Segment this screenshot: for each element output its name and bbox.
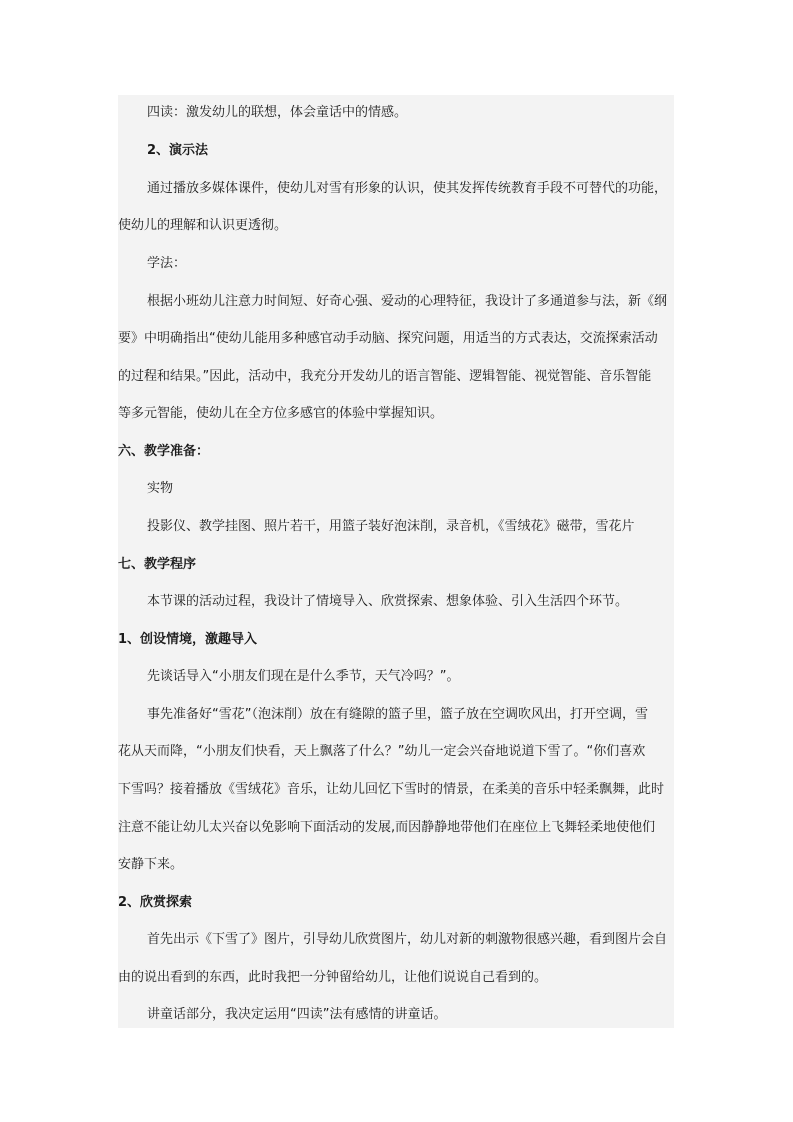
section-heading: 2、欣赏探索 [118, 895, 193, 910]
section-heading: 七、教学程序 [118, 557, 197, 572]
paragraph-line: 先谈话导入“小朋友们现在是什么季节，天气冷吗？”。 [147, 669, 460, 684]
paragraph-line: 实物 [147, 481, 174, 496]
paragraph-line: 要》中明确指出“使幼儿能用多种感官动手动脑、探究问题，用适当的方式表达，交流探索活动 [118, 331, 658, 346]
section-heading: 2、演示法 [147, 143, 209, 158]
section-heading: 1、创设情境，激趣导入 [118, 632, 258, 647]
paragraph-line: 讲童话部分，我决定运用“四读”法有感情的讲童话。 [147, 1007, 447, 1022]
paragraph-line: 根据小班幼儿注意力时间短、好奇心强、爱动的心理特征，我设计了多通道参与法，新《纲 [147, 294, 668, 309]
paragraph-line: 首先出示《下雪了》图片，引导幼儿欣赏图片，幼儿对新的刺激物很感兴趣，看到图片会自 [147, 932, 668, 947]
paragraph-line: 安静下来。 [118, 857, 184, 872]
paragraph-line: 学法： [147, 256, 187, 271]
paragraph-line: 由的说出看到的东西，此时我把一分钟留给幼儿，让他们说说自己看到的。 [118, 970, 548, 985]
paragraph-line: 投影仪、教学挂图、照片若干，用篮子装好泡沫削，录音机，《雪绒花》磁带，雪花片 [147, 519, 635, 534]
paragraph-line: 等多元智能，使幼儿在全方位多感官的体验中掌握知识。 [118, 406, 444, 421]
paragraph-line: 注意不能让幼儿太兴奋以免影响下面活动的发展,而因静静地带他们在座位上飞舞轻柔地使他们 [118, 820, 656, 835]
section-heading: 六、教学准备： [118, 444, 210, 459]
paragraph-line: 四读：激发幼儿的联想，体会童话中的情感。 [147, 105, 408, 120]
paragraph-line: 本节课的活动过程，我设计了情境导入、欣赏探索、想象体验、引入生活四个环节。 [147, 594, 629, 609]
paragraph-line: 事先准备好“雪花”（泡沫削）放在有缝隙的篮子里，篮子放在空调吹风出，打开空调，雪 [147, 707, 648, 722]
paragraph-line: 下雪吗？接着播放《雪绒花》音乐，让幼儿回忆下雪时的情景，在柔美的音乐中轻柔飘舞，此时 [118, 782, 665, 797]
paragraph-line: 通过播放多媒体课件，使幼儿对雪有形象的认识，使其发挥传统教育手段不可替代的功能， [147, 181, 668, 196]
paragraph-line: 的过程和结果。”因此，活动中，我充分开发幼儿的语言智能、逻辑智能、视觉智能、音乐智能 [118, 369, 652, 384]
paragraph-line: 花从天而降，“小朋友们快看，天上飘落了什么？”幼儿一定会兴奋地说道下雪了。“你们喜欢 [118, 744, 646, 759]
paragraph-line: 使幼儿的理解和认识更透彻。 [118, 218, 288, 233]
